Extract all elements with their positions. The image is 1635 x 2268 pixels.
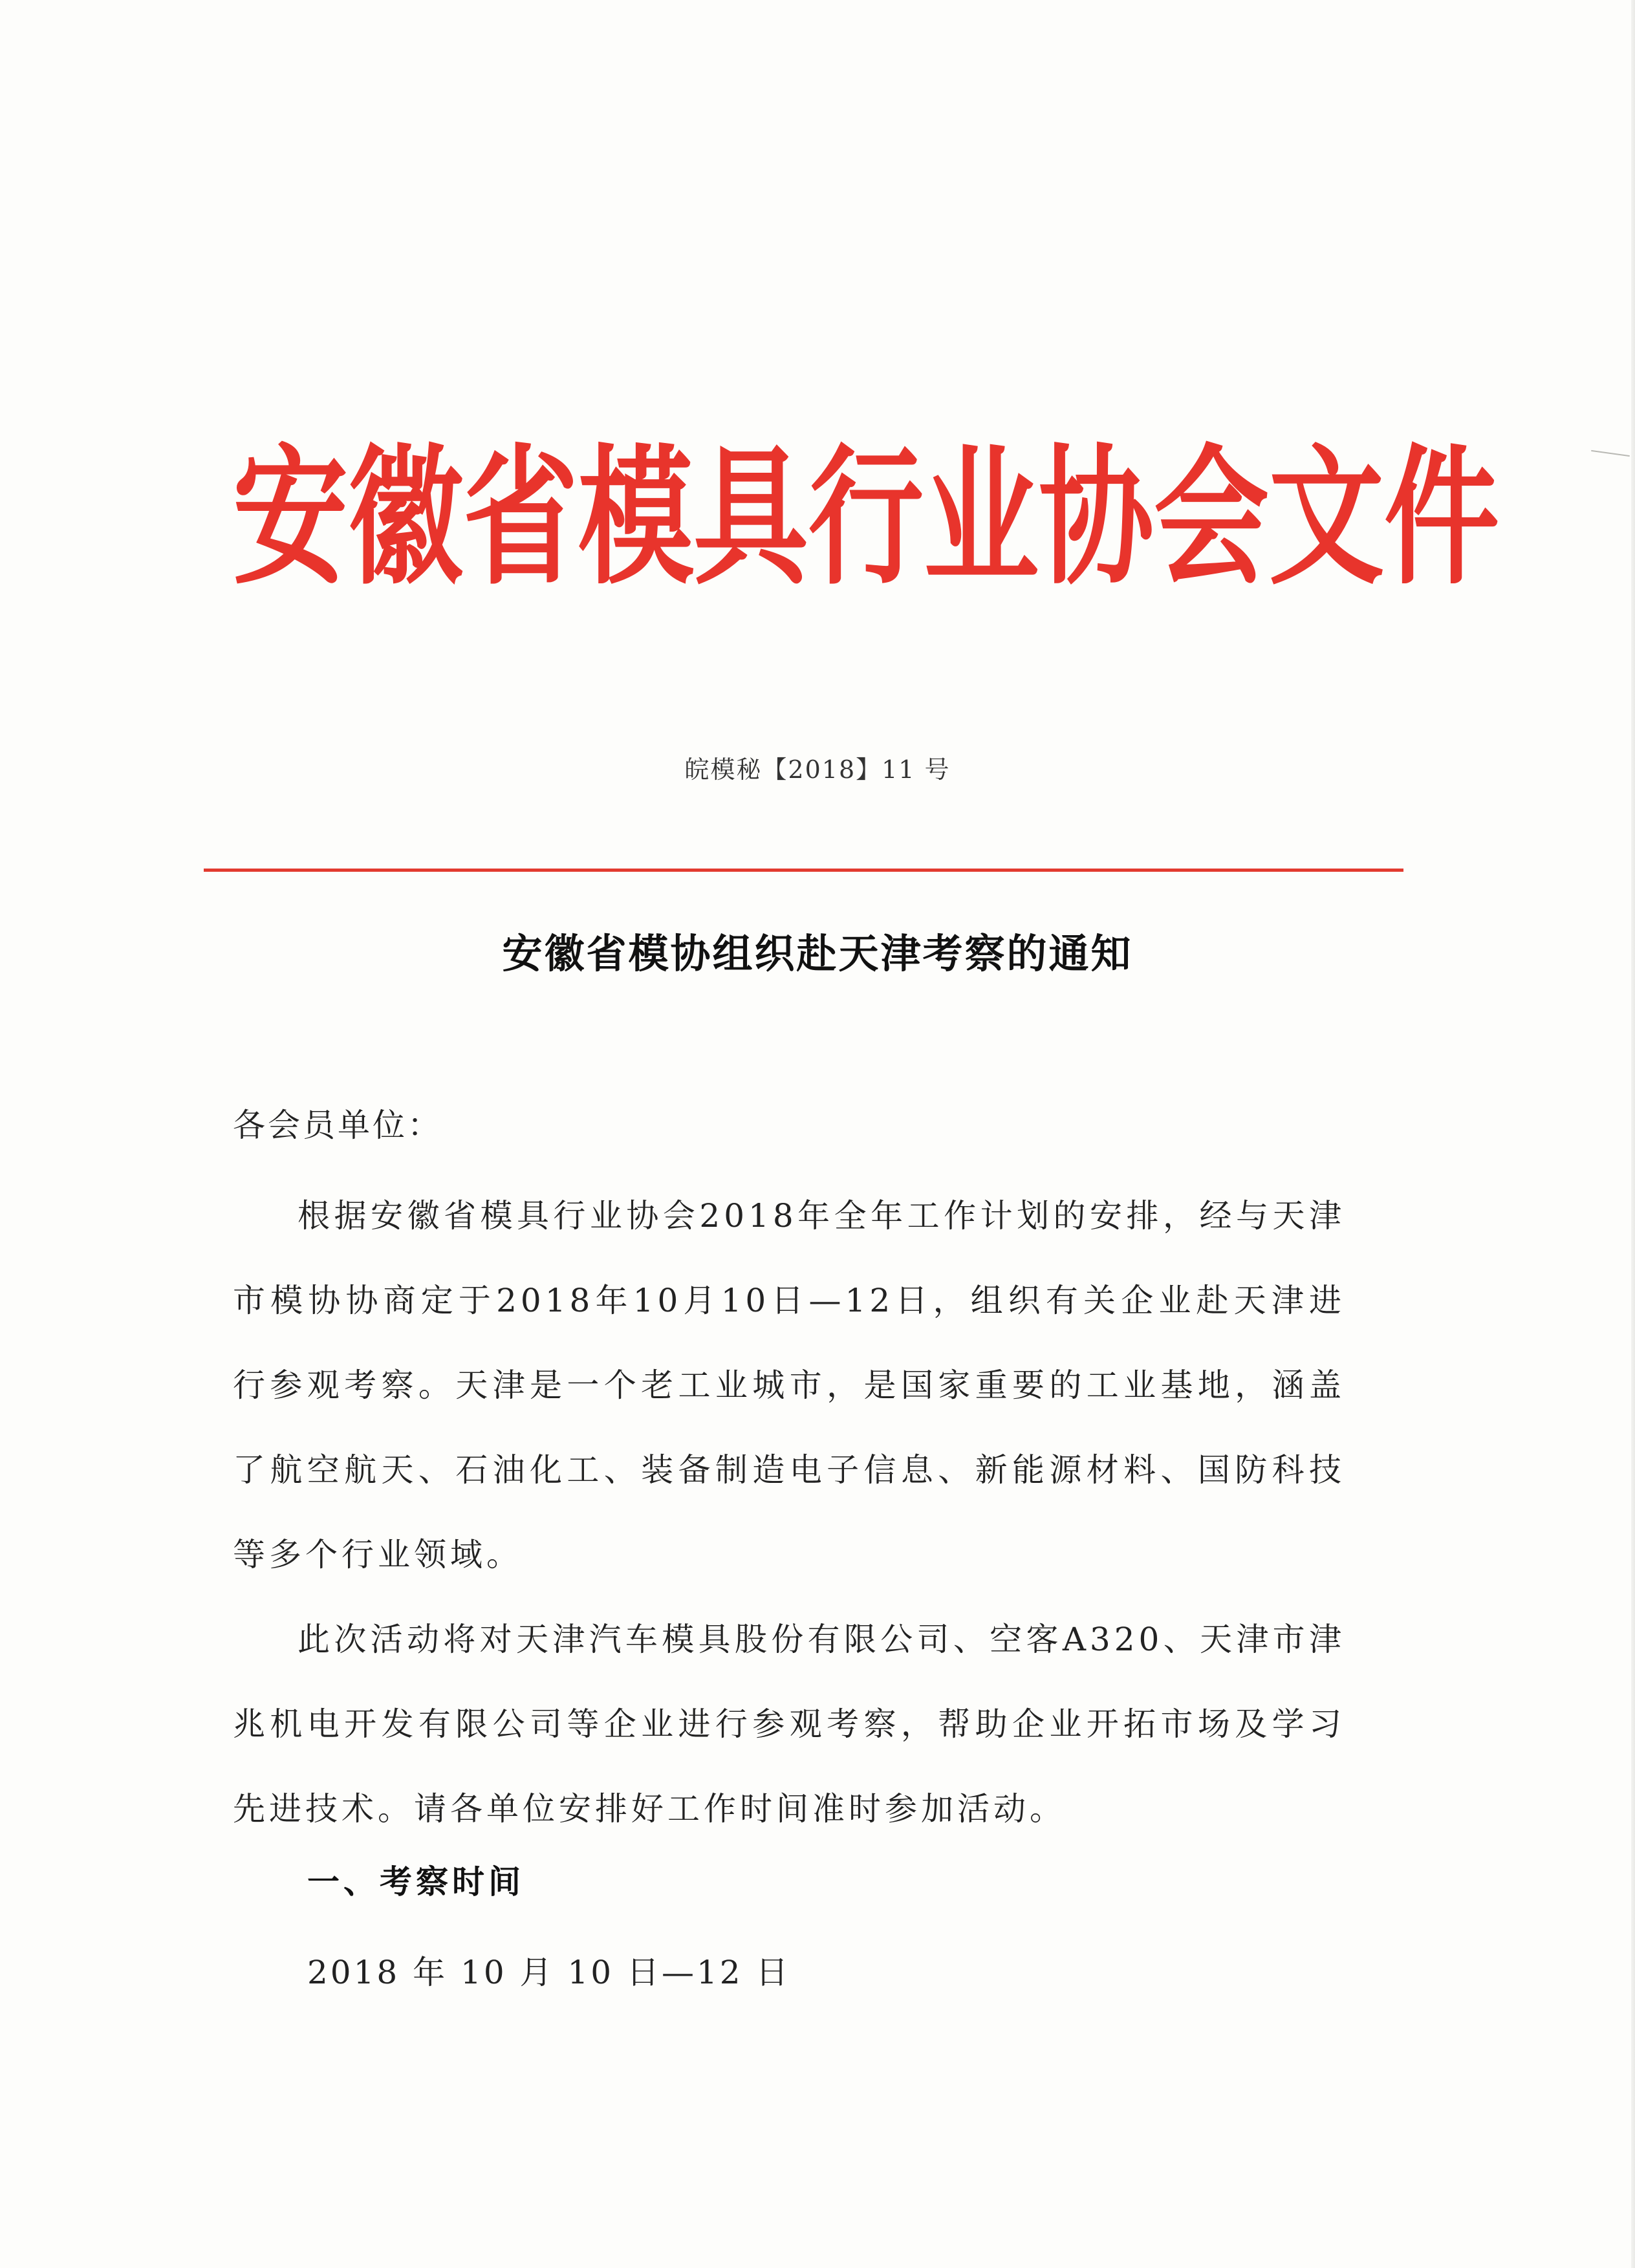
red-divider-line (204, 869, 1403, 872)
scan-artifact-mark (1591, 450, 1630, 457)
document-number: 皖模秘【2018】11 号 (684, 755, 951, 784)
masthead-title: 安徽省模具行业协会文件 (233, 429, 1499, 605)
scan-edge-shadow (1631, 0, 1635, 2268)
salutation: 各会员单位： (233, 1107, 442, 1144)
section-heading-inspection-time: 一、考察时间 (307, 1863, 525, 1901)
body-paragraph-2: 此次活动将对天津汽车模具股份有限公司、空客A320、天津市津兆机电开发有限公司等企业进行参观考察，帮助企业开拓市场及学习先进技术。请各单位安排好工作时间准时参加活动。 (233, 1621, 1345, 1828)
inspection-date-range: 2018 年 10 月 10 日—12 日 (307, 1954, 791, 1991)
notice-title: 安徽省模协组织赴天津考察的通知 (502, 930, 1133, 977)
body-paragraph-1: 根据安徽省模具行业协会2018年全年工作计划的安排，经与天津市模协协商定于2018年10月10日—12日，组织有关企业赴天津进行参观考察。天津是一个老工业城市，是国家重要的工业基地，涵盖了航空航天、石油化工、装备制造电子信息、新能源材料、国防科技等多个行业领域。 (233, 1197, 1345, 1573)
